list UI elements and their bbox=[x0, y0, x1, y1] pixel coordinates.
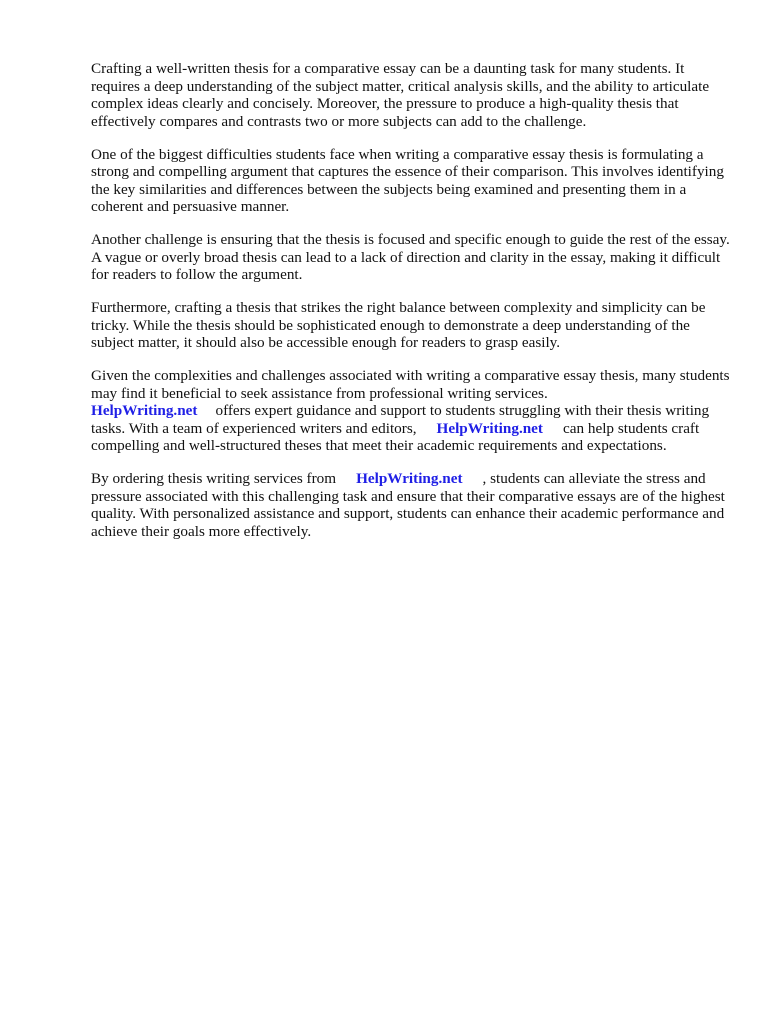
paragraph-difficulties: One of the biggest difficulties students face when writing a comparative essay thesis is formulating a strong and compelling argument that captures the essence of their comparison. This involves identifying the key similarities and differences between the subjects being examined and presenting them in a coherent and persuasive manner. bbox=[91, 145, 724, 216]
document-page bbox=[91, 60, 731, 556]
paragraph-focus-challenge: Another challenge is ensuring that the thesis is focused and specific enough to guide the rest of the essay. A vague or overly broad thesis can lead to a lack of direction and clarity in the essay, making it difficult for readers to follow the argument. bbox=[91, 231, 730, 284]
helpwriting-link-1[interactable]: HelpWriting.net bbox=[91, 402, 198, 420]
paragraph-assistance-text-1: Given the complexities and challenges associated with writing a comparative essay thesis, many students may find it beneficial to seek assistance from professional writing services. bbox=[91, 367, 730, 402]
paragraph-assistance bbox=[91, 367, 731, 455]
paragraph-ordering bbox=[91, 470, 731, 540]
helpwriting-link-3[interactable]: HelpWriting.net bbox=[356, 470, 463, 488]
paragraph-assistance-text-3: can help students craft compelling and well-structured theses that meet their academic requirements and expectations. bbox=[91, 419, 700, 455]
paragraph-assistance-text-2: offers expert guidance and support to students struggling with their thesis writing tasks. With a team of experienced writers and editors, bbox=[91, 402, 710, 437]
paragraph-ordering-text-1: By ordering thesis writing services from bbox=[91, 470, 337, 488]
paragraph-balance: Furthermore, crafting a thesis that strikes the right balance between complexity and simplicity can be tricky. While the thesis should be sophisticated enough to demonstrate a deep understanding of the subject matter, it should also be accessible enough for readers to grasp easily. bbox=[91, 299, 706, 352]
helpwriting-link-2[interactable]: HelpWriting.net bbox=[436, 419, 543, 437]
paragraph-intro: Crafting a well-written thesis for a comparative essay can be a daunting task for many students. It requires a deep understanding of the subject matter, critical analysis skills, and the ability to articulate complex ideas clearly and concisely. Moreover, the pressure to produce a high-quality thesis that effectively compares and contrasts two or more subjects can add to the challenge. bbox=[91, 60, 710, 130]
paragraph-ordering-text-2: , students can alleviate the stress and pressure associated with this challenging task and ensure that their comparative essays are of the highest quality. With personalized assistance and support, students can enhance their academic performance and achieve their goals more effectively. bbox=[91, 470, 725, 540]
